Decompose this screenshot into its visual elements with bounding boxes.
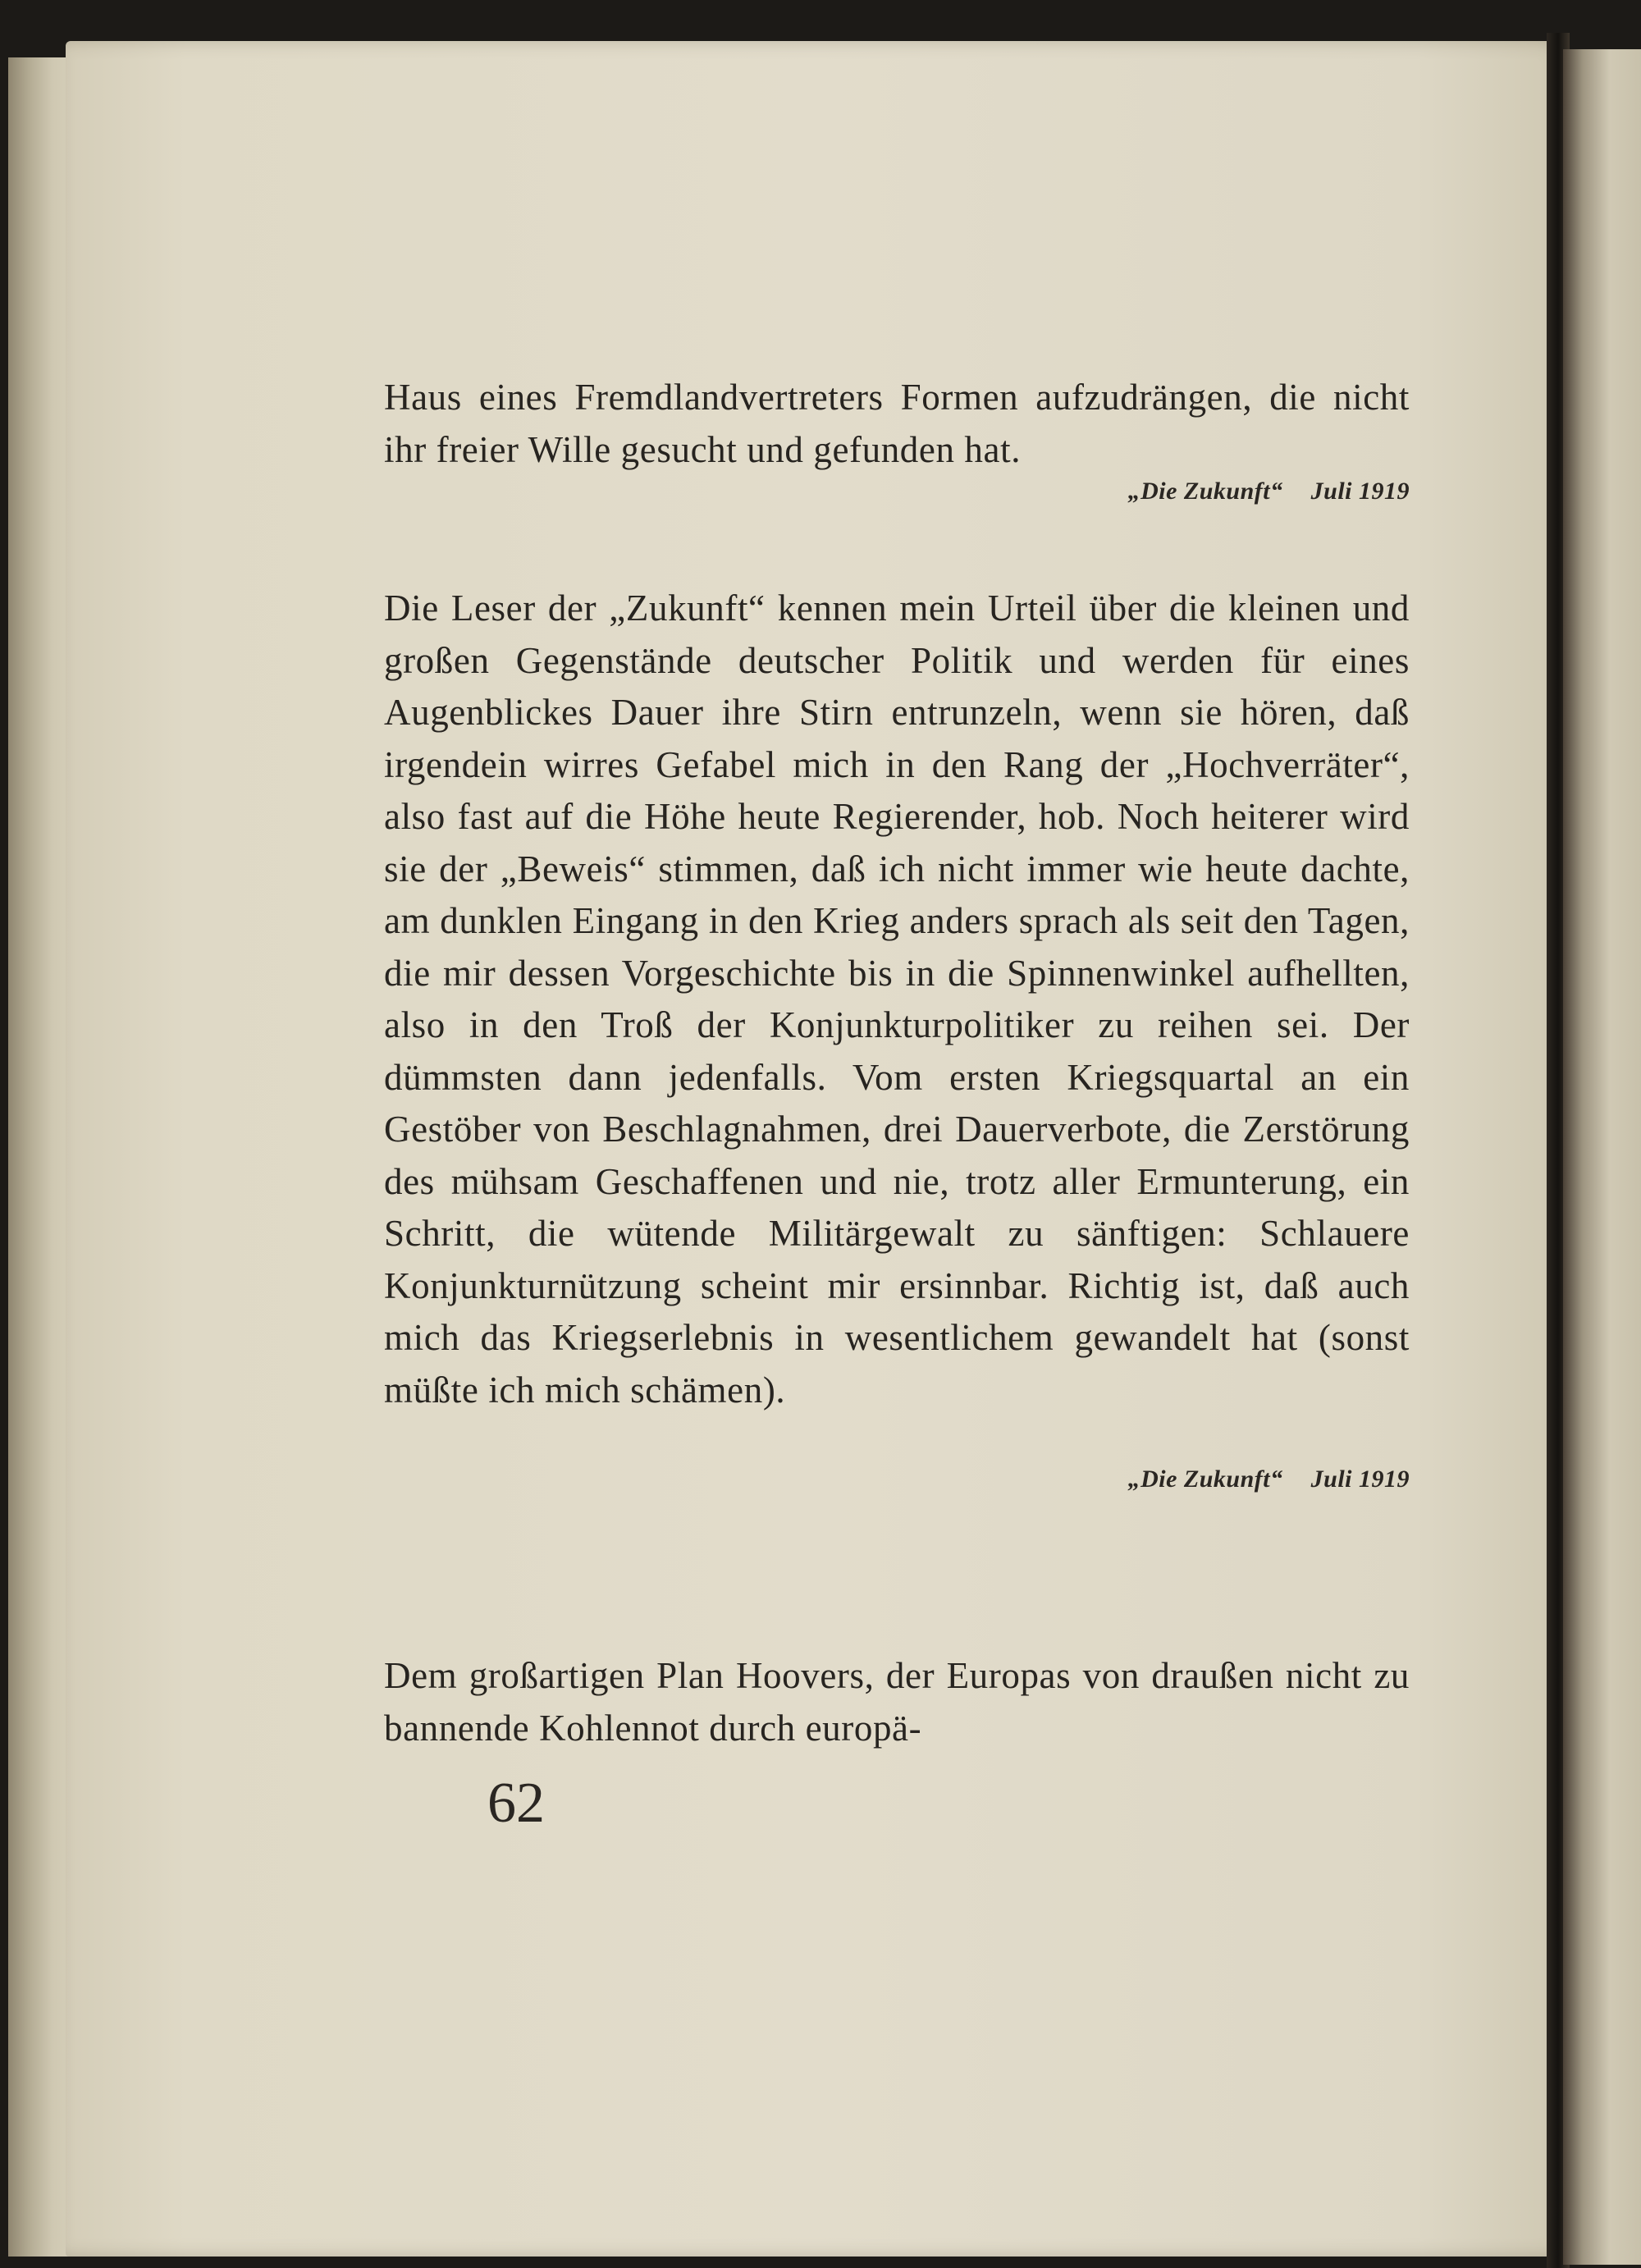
paragraph-1 — [384, 335, 1410, 518]
citation-source: „Die Zukunft“ — [1127, 1466, 1283, 1493]
paragraph-3 — [384, 1613, 1410, 1791]
citation-date: Juli 1919 — [1310, 478, 1410, 505]
facing-page-edge — [1563, 49, 1641, 2265]
citation-source: „Die Zukunft“ — [1127, 478, 1283, 505]
page-number: 62 — [487, 1772, 545, 1835]
paragraph-2 — [384, 546, 1410, 1506]
paragraph-2-text: Die Leser der „Zukunft“ kennen mein Urteil über die kleinen und großen Gegenstände deutscher Politik und werden für eines Augenblickes Dauer ihre Stirn entrunzeln, wenn sie hören, daß irgendein wirres Gefabel mich in den Rang der „Hochverräter“, also fast auf die Höhe heute Regierender, hob. Noch heiterer wird sie der „Beweis“ stimmen, daß ich nicht immer wie heute dachte, am dunklen Eingang in den Krieg anders sprach als seit den Tagen, die mir dessen Vorgeschichte bis in die Spinnenwinkel aufhellten, also in den Troß der Konjunkturpolitiker zu reihen sei. Der dümmsten dann jedenfalls. Vom ersten Kriegsquartal an ein Gestöber von Beschlagnahmen, drei Dauerverbote, die Zerstörung des mühsam Geschaffenen und nie, trotz aller Ermunterung, ein Schritt, die wütende Militärgewalt zu sänftigen: Schlauere Konjunkturnützung scheint mir ersinnbar. Richtig ist, daß auch mich das Kriegserlebnis in wesentlichem gewandelt hat (sonst müßte ich mich schämen). — [384, 588, 1410, 1411]
citation-date: Juli 1919 — [1310, 1466, 1410, 1493]
paragraph-2-citation — [384, 1453, 1410, 1506]
paragraph-1-text: Haus eines Fremdlandvertreters Formen aufzudrängen, die nicht ihr freier Wille gesucht und gefunden hat. — [384, 377, 1410, 470]
paragraph-3-text: Dem großartigen Plan Hoovers, der Europas von draußen nicht zu bannende Kohlennot durch europä- — [384, 1655, 1410, 1749]
